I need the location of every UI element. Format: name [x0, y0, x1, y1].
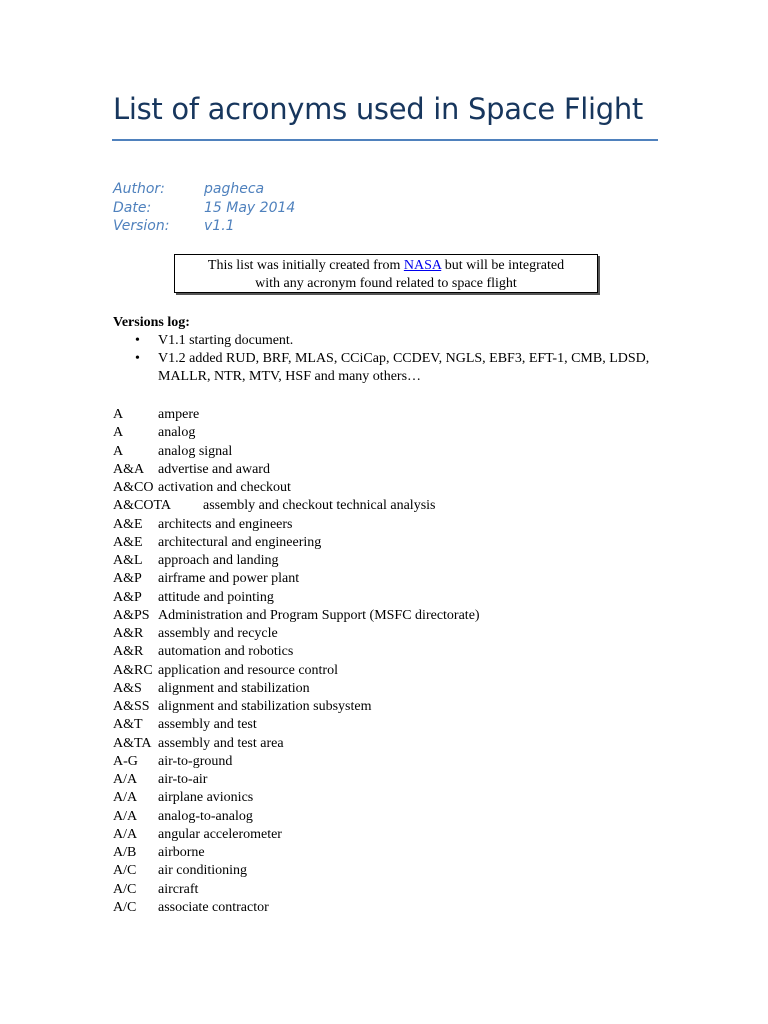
acronym-definition: analog signal — [158, 443, 233, 459]
acronym-abbreviation: A&E — [113, 516, 143, 532]
meta-author-value: pagheca — [204, 181, 265, 197]
acronym-abbreviation: A&PS — [113, 607, 150, 623]
acronym-definition: activation and checkout — [158, 480, 291, 495]
acronym-definition: airplane avionics — [158, 790, 254, 806]
title-underline — [112, 139, 658, 141]
versions-list — [113, 332, 673, 386]
meta-version-label: Version: — [113, 218, 170, 234]
notice-text-after: but will be integrated — [441, 258, 565, 273]
version-item-line: MALLR, NTR, MTV, HSF and many others… — [158, 369, 422, 384]
meta-version-value: v1.1 — [204, 218, 235, 234]
acronym-definition: automation and robotics — [158, 644, 294, 660]
meta-author — [113, 180, 295, 199]
acronym-definition: air-to-air — [158, 772, 208, 787]
acronym-definition: airborne — [158, 845, 205, 860]
acronym-definition: air conditioning — [158, 863, 248, 879]
acronym-abbreviation: A/A — [113, 808, 138, 824]
acronym-abbreviation: A&P — [113, 571, 142, 587]
versions-log — [113, 314, 673, 386]
acronym-definition: aircraft — [158, 881, 199, 897]
acronym-definition: analog-to-analog — [158, 808, 253, 824]
acronym-definition: airframe and power plant — [158, 571, 300, 587]
acronym-definition: advertise and award — [158, 461, 270, 477]
acronym-abbreviation: A&P — [113, 589, 142, 605]
meta-version — [113, 217, 295, 236]
acronym-definition: assembly and test area — [158, 735, 284, 751]
acronym-definition: application and resource control — [158, 662, 338, 678]
acronym-abbreviation: A&R — [113, 626, 144, 641]
acronym-abbreviation: A&R — [113, 644, 144, 660]
bullet-icon: • — [135, 333, 140, 348]
acronym-abbreviation: A/C — [113, 899, 137, 915]
nasa-link[interactable]: NASA — [403, 258, 442, 273]
acronym-definition: attitude and pointing — [158, 589, 274, 605]
version-item-line: V1.2 added RUD, BRF, MLAS, CCiCap, CCDEV, NGLS, EBF3, EFT-1, CMB, LDSD, — [158, 351, 650, 366]
acronym-definition: architects and engineers — [158, 516, 293, 532]
acronym-abbreviation: A/C — [113, 881, 137, 897]
notice-text-before: This list was initially created from — [207, 258, 404, 273]
acronym-definition: angular accelerometer — [158, 826, 282, 842]
version-item — [113, 350, 673, 386]
acronym-definition: ampere — [158, 407, 200, 422]
meta-date — [113, 199, 295, 218]
document-meta — [113, 180, 295, 236]
document-title: List of acronyms used in Space Flight — [113, 92, 644, 126]
acronym-definition: approach and landing — [158, 553, 279, 568]
acronym-abbreviation: A — [113, 443, 124, 459]
acronym-definition: alignment and stabilization — [158, 680, 310, 696]
acronym-definition: assembly and test — [158, 717, 257, 733]
acronym-abbreviation: A — [113, 425, 124, 441]
acronym-abbreviation: A&TA — [113, 735, 152, 751]
meta-date-value: 15 May 2014 — [204, 199, 296, 216]
acronym-definition: air-to-ground — [158, 753, 233, 769]
acronym-abbreviation: A — [113, 407, 124, 422]
acronym-definition: analog — [158, 425, 196, 441]
meta-author-label: Author: — [113, 181, 165, 197]
acronym-abbreviation: A/C — [113, 863, 137, 879]
acronym-abbreviation: A&S — [113, 680, 142, 696]
acronym-abbreviation: A/B — [113, 845, 137, 860]
acronym-definition: associate contractor — [158, 899, 269, 915]
acronym-abbreviation: A&COTA — [113, 498, 171, 514]
notice-line-2: with any acronym found related to space flight — [255, 276, 517, 291]
version-item-line: V1.1 starting document. — [158, 333, 294, 348]
acronym-definition: architectural and engineering — [158, 534, 322, 550]
acronym-abbreviation: A-G — [113, 753, 138, 769]
version-item — [113, 332, 673, 350]
acronym-abbreviation: A&SS — [113, 699, 150, 714]
acronym-abbreviation: A&CO — [113, 480, 154, 495]
versions-log-title: Versions log: — [113, 315, 190, 330]
meta-date-label: Date: — [113, 199, 152, 216]
acronym-abbreviation: A&T — [113, 717, 143, 733]
bullet-icon: • — [135, 351, 140, 366]
acronym-abbreviation: A/A — [113, 826, 138, 842]
acronym-abbreviation: A/A — [113, 772, 138, 787]
notice-line-1 — [175, 257, 597, 275]
acronym-abbreviation: A/A — [113, 790, 138, 806]
acronym-definition: assembly and checkout technical analysis — [203, 498, 436, 514]
notice-box — [174, 254, 598, 293]
acronym-abbreviation: A&A — [113, 461, 145, 477]
acronym-abbreviation: A&RC — [113, 662, 153, 678]
acronym-definition: alignment and stabilization subsystem — [158, 699, 372, 714]
acronym-definition: assembly and recycle — [158, 626, 278, 641]
acronym-abbreviation: A&E — [113, 534, 143, 550]
acronym-definition: Administration and Program Support (MSFC directorate) — [158, 607, 480, 623]
acronym-abbreviation: A&L — [113, 553, 143, 568]
